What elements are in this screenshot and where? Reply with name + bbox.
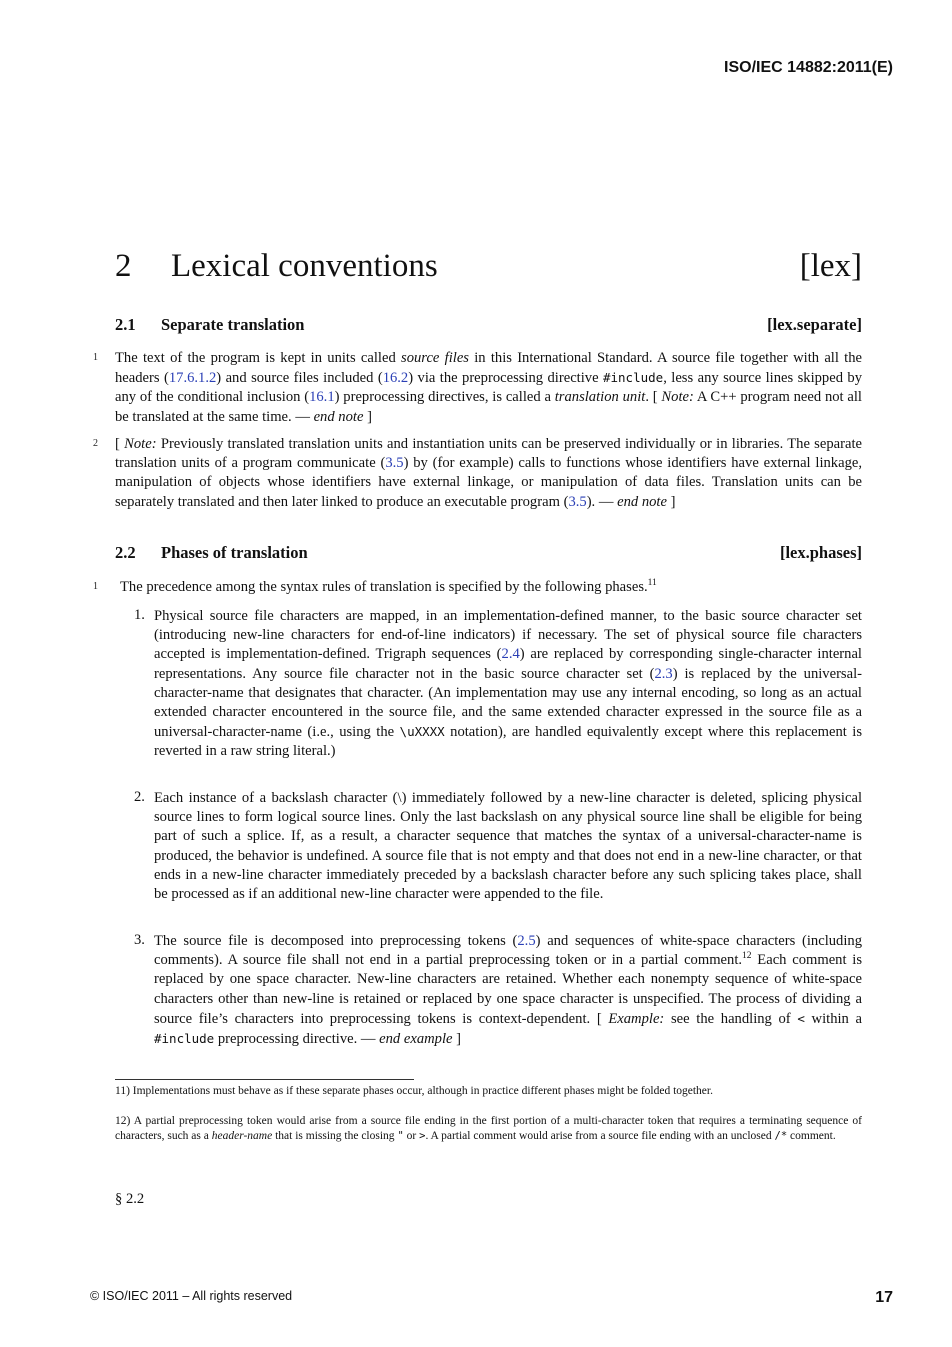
list-item-phase-1: Physical source file characters are mapped, in an implementation-defined manner, to the basic source character set (introducing new-line characters for end-of-line indicators) if necessary. The set of physical source file characters accepted is implementation-defined. Trigraph sequences (2.4) are replaced by corresponding single-character internal representations. Any source file character not in the basic source character set (2.3) is replaced by the universal-character-name that designates that character. (An implementation may use any internal encoding, so long as an actual extended character encountered in the source file, and the same extended character expressed in the source file as a universal-character-name (i.e., using the \uXXXX notation), are handled equivalently except where this replacement is reverted in a raw string literal.) [154,608,863,760]
footnote-11: 11) Implementations must behave as if these separate phases occur, although in practice different phases might be folded together. [115,1085,713,1097]
end-example-label: end example [379,1031,453,1048]
xref-17-6-1-2[interactable]: 17.6.1.2 [168,370,217,387]
list-item-phase-2: Each instance of a backslash character (\) immediately followed by a new-line character is deleted, splicing physical source lines to form logical source lines. Only the last backslash on any physical source line shall be eligible for being part of such a splice. If, as a result, a character sequence that matches the syntax of a universal-character-name is produced, the behavior is undefined. A source file that is not empty and that does not end in a new-line character, or that ends in a new-line character immediately preceded by a backslash character before any such splicing takes place, shall be processed as if an additional new-line character were appended to the file. [154,790,862,903]
chapter-heading [115,248,862,292]
xref-16-2[interactable]: 16.2 [382,370,409,387]
paragraph-number: 1 [93,581,98,592]
chapter-title: Lexical conventions [171,248,438,284]
end-note-label: end note [313,408,364,425]
note-label: Note: [124,436,157,452]
paragraph-number: 2 [93,438,98,449]
section-tag: [lex.separate] [767,315,862,334]
code-include: #include [602,370,664,386]
footnote-divider [115,1079,414,1080]
xref-3-5[interactable]: 3.5 [385,455,404,472]
document-id: ISO/IEC 14882:2011(E) [724,59,893,76]
list-item-phase-3: The source file is decomposed into preprocessing tokens (2.5) and sequences of white-space characters (including comments). A source file shall not end in a partial preprocessing token or in a partial comment.$^{12}$ Each comment is replaced by one space character. New-line characters are retained. Whether each nonempty sequence of white-space characters other than new-line is retained or replaced by one space character is unspecified. The process of dividing a source file’s characters into preprocessing tokens is context-dependent. [ Example: see the handling of < within a #include preprocessing directive. — end example ] [154,933,863,1048]
paragraph-2-1-2: [ Note: Previously translated translation units and instantiation units can be preserved individually or in libraries. The separate translation units of a program communicate (3.5) by (for example) calls to functions whose identifiers have external linkage, manipulation of objects whose identifiers have external linkage, or manipulation of data files. Translation units can be separately translated and then later linked to produce an executable program (3.5). — end note ] [115,436,863,510]
example-label: Example: [608,1010,665,1027]
section-reference: § 2.2 [115,1191,145,1207]
section-heading-2-1 [115,315,862,335]
xref-2-3[interactable]: 2.3 [654,665,673,682]
xref-16-1[interactable]: 16.1 [309,389,335,406]
section-title: Phases of translation [161,543,308,562]
note-label: Note: [661,389,694,406]
section-title-group [115,543,308,563]
paragraph-2-2-1: The precedence among the syntax rules of translation is specified by the following phases.$^{11}$ [120,578,657,595]
code-include: #include [154,1031,215,1047]
xref-3-5[interactable]: 3.5 [568,493,587,510]
code-greater-than: > [419,1129,426,1142]
end-note-label: end note [617,493,667,510]
term-header-name: header-name [211,1129,273,1142]
code-comment-open: /* [774,1129,788,1142]
paragraph-2-1-1: The text of the program is kept in units called source files in this International Standard. A source file together with all the headers (17.6.1.2) and source files included (16.2) via the preprocessing directive #include, less any source lines skipped by any of the conditional inclusion (16.1) preprocessing directives, is called a translation unit. [ Note: A C++ program need not all be translated at the same time. — end note ] [115,350,863,425]
copyright-notice: © ISO/IEC 2011 – All rights reserved [90,1289,293,1303]
footnote-ref-12[interactable]: 12 [742,951,752,962]
code-less-than: < [797,1010,805,1026]
term-translation-unit: translation unit [554,389,646,406]
paragraph-number: 1 [93,352,98,363]
code-double-quote: " [397,1129,404,1142]
code-uxxxx: \uXXXX [399,724,445,740]
section-title: Separate translation [161,315,305,334]
term-source-files: source files [401,350,469,366]
section-number: 2.2 [115,543,136,562]
list-item-number: 3. [134,932,145,948]
chapter-tag: [lex] [799,248,862,284]
footnote-ref-11[interactable]: 11 [647,578,657,589]
section-heading-2-2 [115,543,862,563]
chapter-number: 2 [115,248,132,284]
xref-2-5[interactable]: 2.5 [517,933,536,949]
section-title-group [115,315,304,335]
chapter-title-group [115,248,438,285]
list-item-number: 2. [134,789,145,805]
section-tag: [lex.phases] [779,543,862,562]
xref-2-4[interactable]: 2.4 [501,646,520,663]
footnote-number: 12) [115,1115,131,1127]
footnote-number: 11) [115,1085,130,1097]
footnote-12: 12) A partial preprocessing token would arise from a source file ending in the first portion of a multi-character token that requires a terminating sequence of characters, such as a header-name that is missing the closing " or >. A partial comment would arise from a source file ending with an unclosed /* comment. [115,1115,863,1142]
list-item-number: 1. [134,607,145,623]
section-number: 2.1 [115,315,136,334]
page-number: 17 [875,1289,893,1306]
